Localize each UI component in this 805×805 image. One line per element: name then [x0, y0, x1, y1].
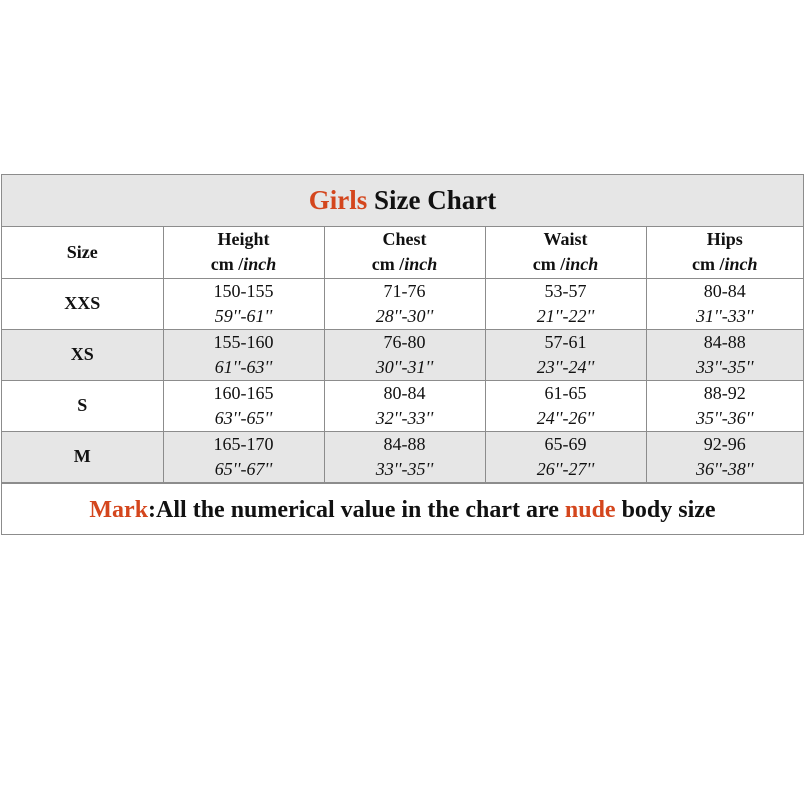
inch-value: 31''-33'': [696, 305, 754, 326]
cm-value: 84-88: [703, 331, 746, 352]
measurement-cell: [324, 329, 485, 380]
header-label: Hips: [706, 229, 743, 250]
cm-value: 160-165: [213, 382, 274, 403]
size-table: [2, 227, 803, 483]
header-chest: [324, 227, 485, 278]
cm-value: 61-65: [544, 382, 587, 403]
inch-value: 63''-65'': [214, 407, 273, 428]
size-label: XXS: [2, 278, 163, 329]
header-unit: [164, 252, 324, 277]
unit-inch: inch: [404, 254, 438, 275]
inch-value: 33''-35'': [696, 356, 754, 377]
cm-value: 80-84: [703, 280, 746, 301]
inch-value: 28''-30'': [375, 305, 434, 326]
measurement-cell: [324, 431, 485, 482]
inch-value: 65''-67'': [214, 458, 273, 479]
inch-value: 61''-63'': [214, 356, 273, 377]
cm-value: 165-170: [213, 433, 274, 454]
measurement-cell: [163, 329, 324, 380]
cm-value: 88-92: [703, 382, 746, 403]
unit-cm: cm /: [692, 254, 725, 275]
cm-value: 57-61: [544, 331, 587, 352]
header-row: [2, 227, 803, 278]
cm-value: 155-160: [213, 331, 274, 352]
unit-inch: inch: [724, 254, 758, 275]
header-unit: [647, 252, 804, 277]
measurement-cell: [163, 278, 324, 329]
inch-value: 32''-33'': [375, 407, 434, 428]
table-row: [2, 329, 803, 380]
inch-value: 35''-36'': [696, 407, 754, 428]
header-waist: [485, 227, 646, 278]
inch-value: 36''-38'': [696, 458, 754, 479]
header-label: Height: [217, 229, 270, 250]
inch-value: 23''-24'': [536, 356, 595, 377]
measurement-cell: [485, 329, 646, 380]
cm-value: 71-76: [383, 280, 426, 301]
size-label: S: [2, 380, 163, 431]
header-label: Chest: [382, 229, 427, 250]
size-table-body: [2, 227, 803, 482]
inch-value: 30''-31'': [375, 356, 434, 377]
header-unit: [325, 252, 485, 277]
cm-value: 65-69: [544, 433, 587, 454]
measurement-cell: [646, 278, 803, 329]
header-label: Waist: [543, 229, 588, 250]
unit-cm: cm /: [371, 254, 405, 275]
inch-value: 24''-26'': [536, 407, 595, 428]
measurement-cell: [646, 329, 803, 380]
measurement-cell: [324, 278, 485, 329]
chart-title: [2, 175, 803, 227]
table-row: [2, 278, 803, 329]
unit-inch: inch: [565, 254, 599, 275]
measurement-cell: [485, 380, 646, 431]
inch-value: 21''-22'': [536, 305, 595, 326]
title-rest: Size Chart: [367, 185, 497, 215]
cm-value: 92-96: [703, 433, 746, 454]
size-label: XS: [2, 329, 163, 380]
measurement-cell: [324, 380, 485, 431]
note: [2, 483, 803, 537]
measurement-cell: [646, 380, 803, 431]
measurement-cell: [485, 431, 646, 482]
header-size: Size: [2, 227, 163, 278]
size-chart: [1, 174, 804, 535]
cm-value: 150-155: [213, 280, 274, 301]
measurement-cell: [163, 380, 324, 431]
cm-value: 80-84: [383, 382, 426, 403]
unit-cm: cm /: [210, 254, 244, 275]
note-mark: Mark: [89, 496, 149, 523]
inch-value: 26''-27'': [536, 458, 595, 479]
measurement-cell: [163, 431, 324, 482]
cm-value: 53-57: [544, 280, 587, 301]
note-part1: :All the numerical value in the chart are: [148, 496, 565, 523]
header-hips: [646, 227, 803, 278]
note-part2: body size: [615, 496, 716, 523]
measurement-cell: [646, 431, 803, 482]
header-height: [163, 227, 324, 278]
header-unit: [486, 252, 646, 277]
title-accent: Girls: [308, 185, 368, 215]
inch-value: 33''-35'': [375, 458, 434, 479]
size-label: M: [2, 431, 163, 482]
unit-cm: cm /: [532, 254, 566, 275]
measurement-cell: [485, 278, 646, 329]
table-row: [2, 380, 803, 431]
inch-value: 59''-61'': [214, 305, 273, 326]
table-row: [2, 431, 803, 482]
note-highlight: nude: [564, 496, 616, 523]
cm-value: 76-80: [383, 331, 426, 352]
unit-inch: inch: [243, 254, 277, 275]
cm-value: 84-88: [383, 433, 426, 454]
